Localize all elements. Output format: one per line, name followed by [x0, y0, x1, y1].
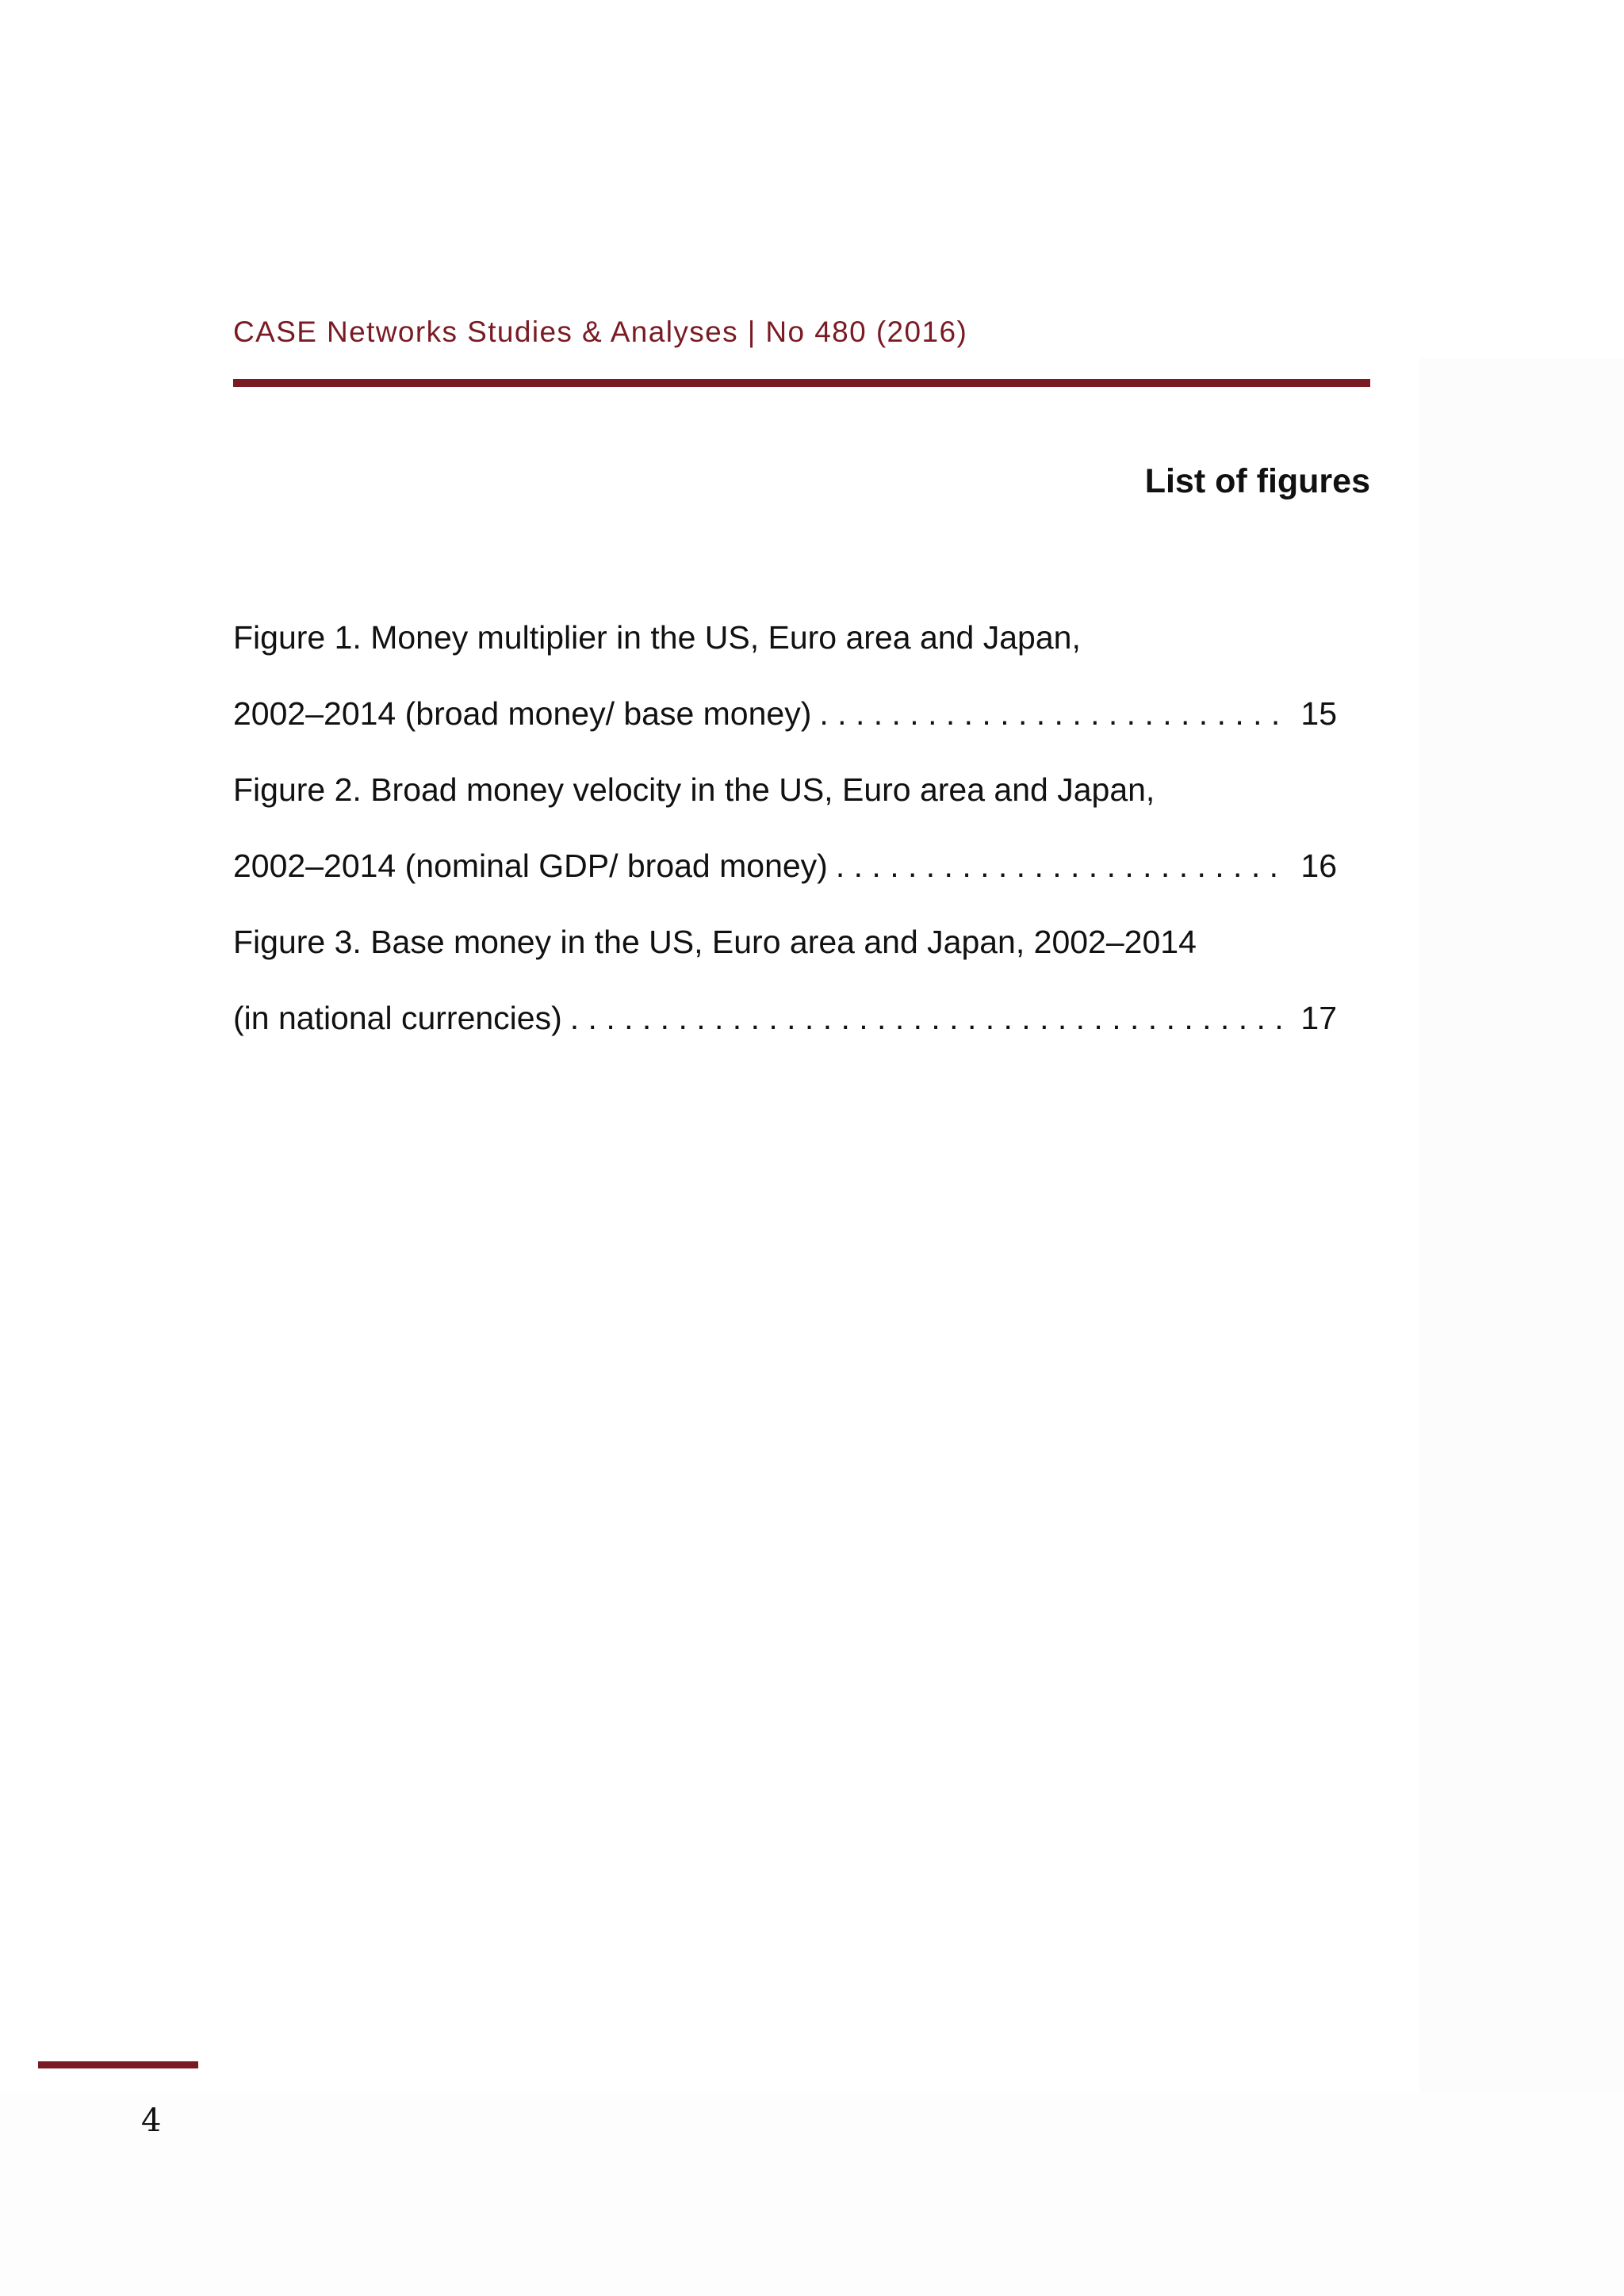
figure-3-title-line[interactable]: [233, 918, 1337, 966]
figure-1-title-line[interactable]: [233, 614, 1337, 661]
page-shading-bottom: [0, 2093, 1624, 2296]
page-shading: [1419, 358, 1624, 2296]
figure-1-entry[interactable]: [233, 690, 1337, 737]
header-rule: [233, 379, 1370, 387]
figure-2-subtitle: 2002–2014 (nominal GDP/ broad money): [233, 848, 828, 884]
figure-3-title: Figure 3. Base money in the US, Euro area and Japan, 2002–2014: [233, 924, 1197, 960]
dot-leader: [819, 690, 1289, 737]
running-header: CASE Networks Studies & Analyses | No 480 (2016): [233, 316, 968, 348]
figure-1-page: 15: [1300, 695, 1337, 732]
figure-3-subtitle: (in national currencies): [233, 1000, 562, 1036]
figure-2-page: 16: [1300, 848, 1337, 884]
figure-3-entry[interactable]: [233, 994, 1337, 1042]
section-title: List of figures: [1144, 462, 1370, 500]
dot-leader: [836, 842, 1290, 890]
figure-1-subtitle: 2002–2014 (broad money/ base money): [233, 695, 812, 732]
page-number: 4: [141, 2103, 162, 2139]
footer-rule: [38, 2061, 198, 2068]
figure-2-entry[interactable]: [233, 842, 1337, 890]
figure-2-title: Figure 2. Broad money velocity in the US, Euro area and Japan,: [233, 771, 1155, 808]
dot-leader: [570, 994, 1290, 1042]
figure-2-title-line[interactable]: [233, 766, 1337, 813]
figure-3-page: 17: [1300, 1000, 1337, 1036]
figure-1-title: Figure 1. Money multiplier in the US, Euro area and Japan,: [233, 619, 1081, 656]
